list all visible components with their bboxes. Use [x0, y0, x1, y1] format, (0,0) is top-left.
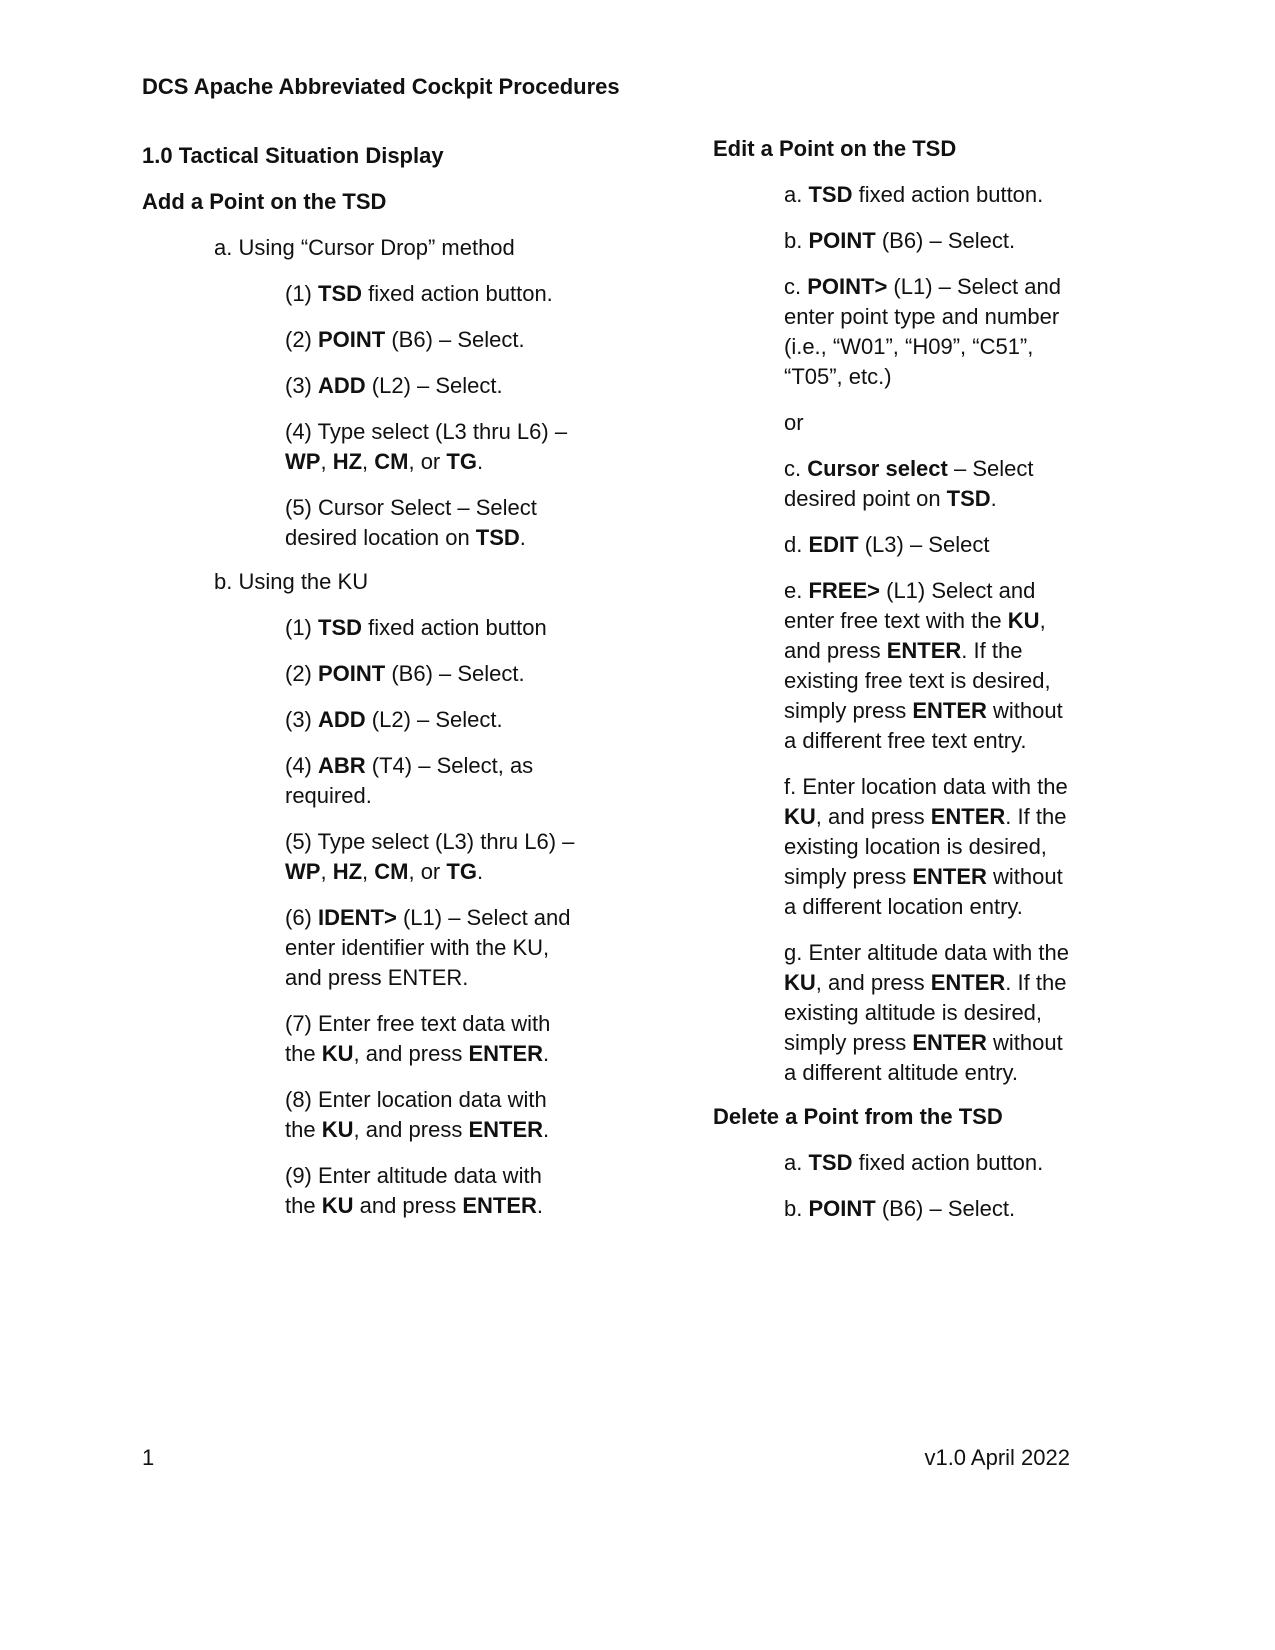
- step-keyword: HZ: [332, 449, 363, 474]
- step-text: . If the existing altitude is desired, simply press: [784, 970, 1067, 1055]
- step-text: ,: [320, 859, 333, 884]
- step-text: without a different altitude entry.: [784, 1030, 1063, 1085]
- step-keyword: POINT: [318, 661, 386, 686]
- step-text: .: [519, 525, 526, 550]
- step-text: b.: [784, 228, 809, 253]
- step-text: d.: [784, 532, 809, 557]
- step-text: (L1) – Select and enter identifier with the KU, and press ENTER.: [285, 905, 571, 990]
- procedure-step: [784, 408, 1074, 438]
- step-text: b.: [784, 1196, 809, 1221]
- procedure-step: [784, 226, 1074, 256]
- step-keyword: ENTER: [912, 698, 987, 723]
- step-text: f. Enter location data with the: [784, 774, 1068, 799]
- edit-steps: [713, 180, 1083, 1088]
- step-keyword: KU: [321, 1193, 354, 1218]
- step-text: or: [784, 410, 804, 435]
- procedure-step: [285, 1161, 575, 1221]
- step-text: .: [543, 1117, 550, 1142]
- add-point-heading: Add a Point on the TSD: [142, 189, 387, 214]
- procedure-step: [285, 493, 575, 553]
- page-number: 1: [142, 1445, 155, 1470]
- step-keyword: ABR: [318, 753, 366, 778]
- procedure-step: [784, 938, 1074, 1088]
- step-text: (2): [285, 661, 318, 686]
- step-keyword: POINT: [808, 228, 876, 253]
- step-keyword: TSD: [946, 486, 991, 511]
- step-text: . If the existing free text is desired, simply press: [784, 638, 1051, 723]
- delete-steps: [713, 1148, 1083, 1224]
- step-text: ,: [362, 859, 375, 884]
- procedure-step: [285, 705, 575, 735]
- step-text: and press: [353, 1193, 463, 1218]
- step-text: .: [990, 486, 997, 511]
- step-text: c.: [784, 456, 808, 481]
- step-text: (3): [285, 707, 318, 732]
- procedure-step: [285, 371, 575, 401]
- step-text: without a different free text entry.: [784, 698, 1063, 753]
- method-b-steps: [142, 613, 622, 1221]
- method-a-steps: [142, 279, 622, 553]
- left-column: [142, 141, 622, 1221]
- step-text: (7) Enter free text data with the: [285, 1011, 551, 1066]
- step-text: (4) Type select (L3 thru L6) –: [285, 419, 568, 444]
- step-keyword: HZ: [332, 859, 363, 884]
- step-keyword: KU: [784, 970, 816, 995]
- step-keyword: TG: [446, 859, 477, 884]
- step-text: fixed action button.: [362, 281, 553, 306]
- step-text: ,: [320, 449, 333, 474]
- step-text: .: [476, 859, 484, 884]
- step-text: , and press: [815, 970, 931, 995]
- step-keyword: CM: [374, 859, 409, 884]
- step-text: .: [476, 449, 484, 474]
- step-text: (1): [285, 281, 318, 306]
- edit-point-heading: Edit a Point on the TSD: [713, 136, 957, 161]
- step-keyword: TSD: [318, 281, 362, 306]
- step-keyword: ENTER: [930, 970, 1006, 995]
- step-keyword: Cursor select: [807, 456, 948, 481]
- step-text: , or: [408, 449, 447, 474]
- step-text: , and press: [353, 1041, 469, 1066]
- procedure-step: [784, 530, 1074, 560]
- step-keyword: ENTER: [886, 638, 962, 663]
- step-text: e.: [784, 578, 809, 603]
- page-title: DCS Apache Abbreviated Cockpit Procedures: [142, 74, 620, 99]
- step-keyword: ENTER: [912, 864, 987, 889]
- step-text: (9) Enter altitude data with the: [285, 1163, 542, 1218]
- step-keyword: KU: [321, 1041, 354, 1066]
- step-text: (L2) – Select.: [365, 707, 503, 732]
- right-column: [713, 134, 1083, 1224]
- step-text: (L3) – Select: [858, 532, 990, 557]
- step-text: , and press: [784, 608, 1046, 663]
- step-text: . If the existing location is desired, simply press: [784, 804, 1067, 889]
- step-keyword: TG: [446, 449, 477, 474]
- step-keyword: TSD: [318, 615, 362, 640]
- procedure-step: [285, 279, 575, 309]
- step-text: , and press: [815, 804, 931, 829]
- step-keyword: WP: [285, 449, 321, 474]
- step-keyword: ADD: [318, 707, 366, 732]
- step-text: (L1) Select and enter free text with the: [784, 578, 1036, 633]
- step-text: c.: [784, 274, 808, 299]
- step-text: (5) Cursor Select – Select desired location on: [285, 495, 537, 550]
- procedure-step: [285, 325, 575, 355]
- step-text: a.: [784, 1150, 809, 1175]
- step-text: fixed action button.: [852, 182, 1044, 207]
- step-text: (3): [285, 373, 318, 398]
- procedure-step: [784, 1148, 1074, 1178]
- step-text: ,: [362, 449, 375, 474]
- step-text: , and press: [353, 1117, 469, 1142]
- step-text: a.: [784, 182, 809, 207]
- method-a-label: a. Using “Cursor Drop” method: [214, 235, 515, 260]
- procedure-step: [285, 1009, 575, 1069]
- step-keyword: ENTER: [930, 804, 1006, 829]
- step-keyword: TSD: [475, 525, 520, 550]
- step-text: (L1) – Select and enter point type and number (i.e., “W01”, “H09”, “C51”, “T05”, etc.): [784, 274, 1061, 389]
- procedure-step: [285, 751, 575, 811]
- step-text: (B6) – Select.: [875, 228, 1016, 253]
- step-text: (T4) – Select, as required.: [285, 753, 534, 808]
- procedure-step: [285, 613, 575, 643]
- step-text: fixed action button: [362, 615, 547, 640]
- step-text: (1): [285, 615, 318, 640]
- step-text: (5) Type select (L3) thru L6) –: [285, 829, 575, 854]
- step-keyword: POINT>: [807, 274, 888, 299]
- step-text: (4): [285, 753, 318, 778]
- step-text: (2): [285, 327, 318, 352]
- step-text: (L2) – Select.: [365, 373, 503, 398]
- step-text: (B6) – Select.: [385, 327, 525, 352]
- step-keyword: POINT: [318, 327, 386, 352]
- procedure-step: [784, 180, 1074, 210]
- step-text: (6): [285, 905, 318, 930]
- step-text: g. Enter altitude data with the: [784, 940, 1069, 965]
- procedure-step: [285, 417, 575, 477]
- step-text: – Select desired point on: [784, 456, 1034, 511]
- step-text: (8) Enter location data with the: [285, 1087, 547, 1142]
- step-keyword: KU: [784, 804, 816, 829]
- step-text: .: [543, 1041, 550, 1066]
- step-keyword: ENTER: [468, 1041, 543, 1066]
- section-heading: 1.0 Tactical Situation Display: [142, 143, 444, 168]
- step-keyword: TSD: [808, 1150, 853, 1175]
- step-text: (B6) – Select.: [385, 661, 525, 686]
- step-keyword: TSD: [808, 182, 853, 207]
- procedure-step: [784, 576, 1074, 756]
- step-keyword: WP: [285, 859, 321, 884]
- delete-point-heading: Delete a Point from the TSD: [713, 1104, 1003, 1129]
- procedure-step: [285, 827, 575, 887]
- procedure-step: [784, 454, 1074, 514]
- step-text: , or: [408, 859, 447, 884]
- step-text: without a different location entry.: [784, 864, 1063, 919]
- step-keyword: FREE>: [808, 578, 880, 603]
- step-keyword: KU: [321, 1117, 354, 1142]
- step-keyword: ENTER: [462, 1193, 537, 1218]
- step-keyword: EDIT: [808, 532, 859, 557]
- step-text: fixed action button.: [852, 1150, 1044, 1175]
- procedure-step: [285, 659, 575, 689]
- version-date: v1.0 April 2022: [924, 1445, 1070, 1470]
- procedure-step: [285, 903, 575, 993]
- method-b-label: b. Using the KU: [214, 569, 369, 594]
- procedure-step: [784, 272, 1074, 392]
- step-keyword: POINT: [808, 1196, 876, 1221]
- step-keyword: ENTER: [468, 1117, 543, 1142]
- step-keyword: ADD: [318, 373, 366, 398]
- step-keyword: IDENT>: [318, 905, 397, 930]
- step-keyword: ENTER: [912, 1030, 987, 1055]
- step-keyword: KU: [1007, 608, 1040, 633]
- step-text: .: [536, 1193, 544, 1218]
- procedure-step: [784, 772, 1074, 922]
- step-text: (B6) – Select.: [875, 1196, 1016, 1221]
- procedure-step: [784, 1194, 1074, 1224]
- step-keyword: CM: [374, 449, 409, 474]
- procedure-step: [285, 1085, 575, 1145]
